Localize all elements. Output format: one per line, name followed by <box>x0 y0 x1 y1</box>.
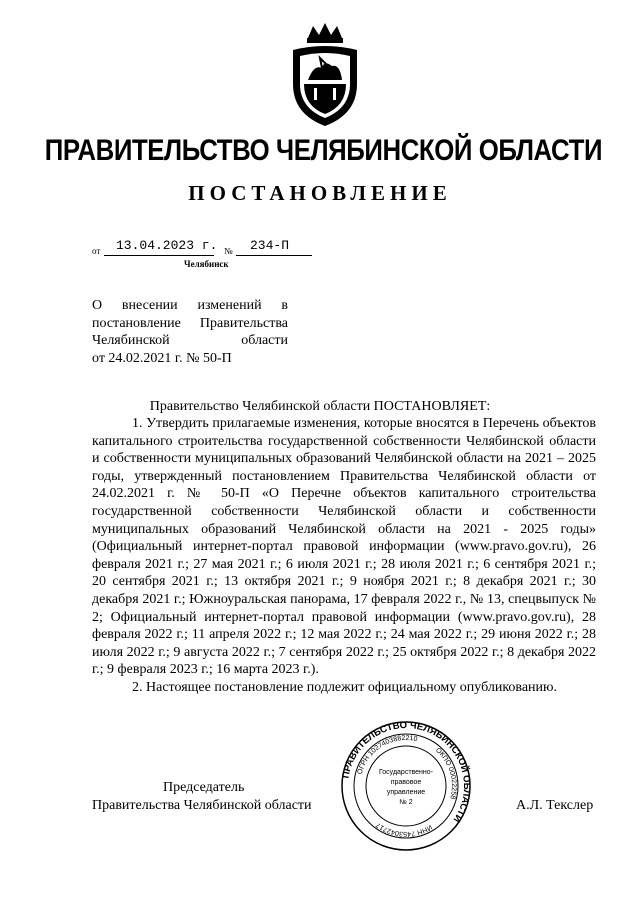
seal-center-line: Государственно- <box>378 769 434 776</box>
signatory-title-line2: Правительства Челябинской области <box>92 798 312 813</box>
document-number: 234-П <box>250 238 290 253</box>
coat-of-arms-emblem <box>288 22 362 128</box>
paragraph-1: 1. Утвердить прилагаемые изменения, которые вносятся в Перечень объектов капитального строительства государственной собственности Челябинской области и собственности муниципальных образований Челябинской области на 2021 – 2025 годы, утвержденный постановлением Правительства Челябинской области от 24.02.2021 г. № 50-П «О Перечне объектов капитального строительства государственной собственности Челябинской области и собственности муниципальных образований Челябинской области на 2021 - 2025 годы» (Официальный интернет-портал правовой информации (www.pravo.gov.ru), 26 февраля 2021 г.; 27 мая 2021 г.; 6 июля 2021 г.; 28 июля 2021 г.; 6 сентября 2021 г.; 20 сентября 2021 г.; 13 октября 2021 г.; 9 ноября 2021 г.; 8 декабря 2021 г.; 30 декабря 2021 г.; Южноуральская панорама, 17 февраля 2022 г., № 13, спецвыпуск № 2; Официальный интернет-портал правовой информации (www.pravo.gov.ru), 28 февраля 2022 г.; 11 апреля 2022 г.; 12 мая 2022 г.; 24 мая 2022 г.; 29 июня 2022 г.; 28 июля 2022 г.; 9 августа 2022 г.; 7 сентября 2022 г.; 25 октября 2022 г.; 8 декабря 2022 г.; 9 февраля 2023 г.; 16 марта 2023 г.). <box>92 416 596 678</box>
official-seal-stamp <box>340 720 472 852</box>
city-label: Челябинск <box>184 259 229 269</box>
resolution-body <box>92 415 596 697</box>
date-prefix: от <box>92 246 101 256</box>
subject-line: постановление Правительства <box>92 315 288 331</box>
number-underline <box>236 255 312 256</box>
signatory-name: А.Л. Текслер <box>516 798 594 813</box>
document-type-heading: ПОСТАНОВЛЕНИЕ <box>188 181 452 205</box>
seal-outer-text: ПРАВИТЕЛЬСТВО ЧЕЛЯБИНСКОЙ ОБЛАСТИ <box>340 720 472 825</box>
paragraph-2: 2. Настоящее постановление подлежит официальному опубликованию. <box>132 679 557 695</box>
seal-center-line: правовое <box>390 779 422 786</box>
subject-line: О внесении изменений в <box>92 298 288 313</box>
subject-block <box>92 297 288 367</box>
seal-center-line: № 2 <box>399 799 413 806</box>
number-prefix: № <box>224 246 233 256</box>
government-title: ПРАВИТЕЛЬСТВО ЧЕЛЯБИНСКОЙ ОБЛАСТИ <box>44 134 603 167</box>
seal-inn: ИНН 7453042717 <box>374 820 434 838</box>
seal-center-line: управление <box>386 789 426 796</box>
subject-line: Челябинской области <box>92 333 288 348</box>
seal-ogrn: ОГРН 1027403882210 <box>356 734 419 776</box>
document-date: 13.04.2023 г. <box>116 238 218 253</box>
resolution-intro: Правительство Челябинской области ПОСТАНОВЛЯЕТ: <box>149 399 491 414</box>
subject-line: от 24.02.2021 г. № 50-П <box>92 350 232 366</box>
seal-okpo: ОКПО 00022258 <box>434 746 458 800</box>
signatory-title-line1: Председатель <box>163 780 245 795</box>
date-underline <box>104 255 214 256</box>
